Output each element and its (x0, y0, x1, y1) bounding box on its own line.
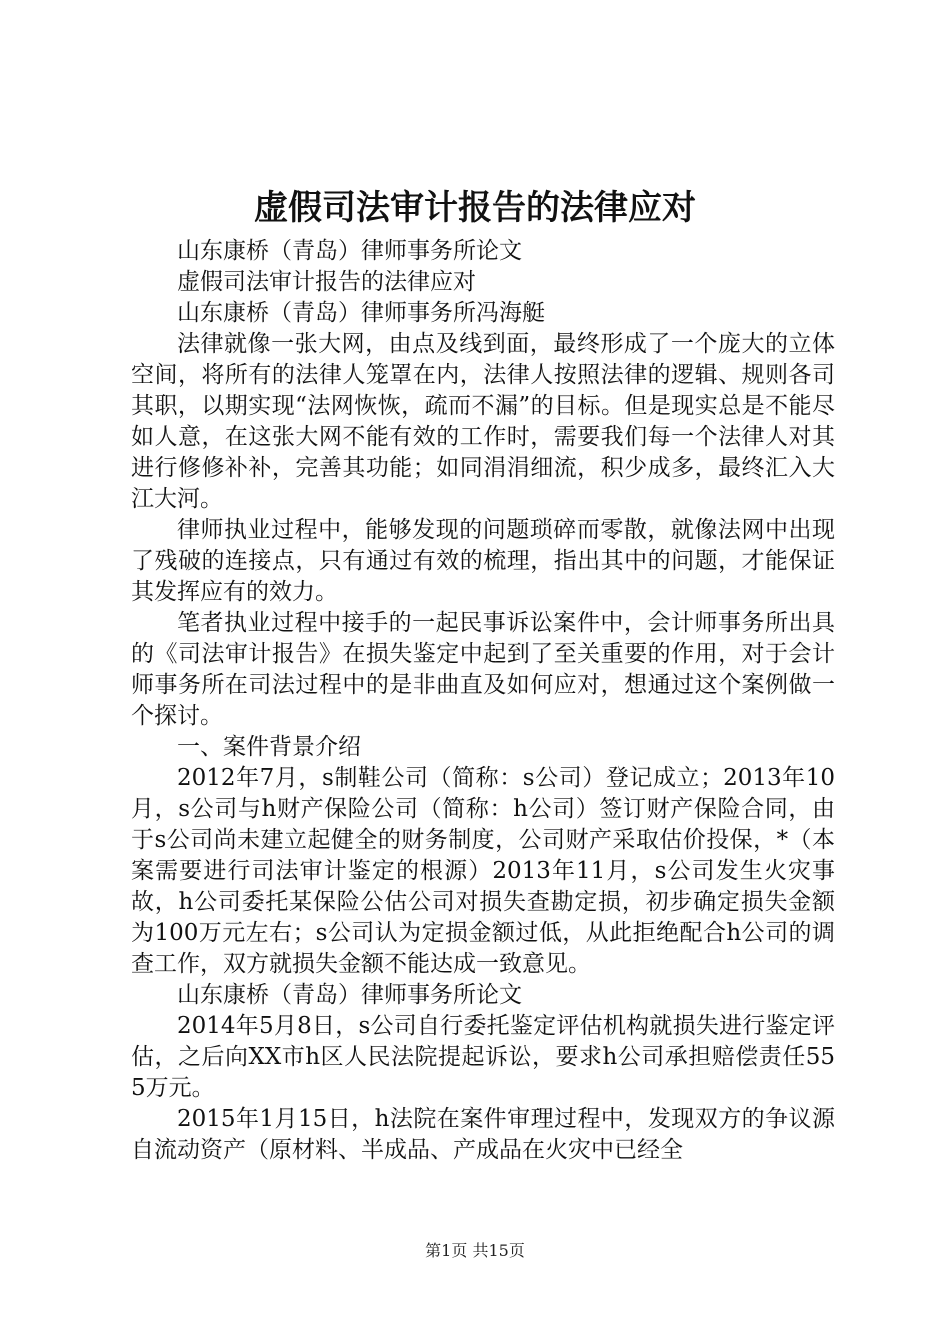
section-heading: 一、案件背景介绍 (177, 734, 361, 760)
page-number: 第1页 (425, 1241, 468, 1260)
paragraph: 2014年5月8日，s公司自行委托鉴定评估机构就损失进行鉴定评估，之后向XX市h区人民法院提起诉讼，要求h公司承担赔偿责任555万元。 (131, 1013, 835, 1101)
paragraph: 山东康桥（青岛）律师事务所论文 (177, 238, 522, 264)
paragraph: 律师执业过程中，能够发现的问题琐碎而零散，就像法网中出现了残破的连接点，只有通过有效的梳理，指出其中的问题，才能保证其发挥应有的效力。 (131, 517, 835, 605)
paragraph: 虚假司法审计报告的法律应对 (177, 269, 476, 295)
document-title: 虚假司法审计报告的法律应对 (254, 188, 696, 228)
page-footer (0, 1241, 950, 1261)
paragraph: 笔者执业过程中接手的一起民事诉讼案件中，会计师事务所出具的《司法审计报告》在损失鉴定中起到了至关重要的作用，对于会计师事务所在司法过程中的是非曲直及如何应对，想通过这个案例做一个探讨。 (131, 610, 835, 729)
paragraph: 山东康桥（青岛）律师事务所冯海艇 (177, 300, 545, 326)
paragraph: 2015年1月15日，h法院在案件审理过程中，发现双方的争议源自流动资产（原材料、半成品、产成品在火灾中已经全 (131, 1106, 835, 1163)
document-body (131, 236, 835, 1166)
paragraph: 2012年7月，s制鞋公司（简称：s公司）登记成立；2013年10月，s公司与h财产保险公司（简称：h公司）签订财产保险合同，由于s公司尚未建立起健全的财务制度，公司财产采取估价投保，*（本案需要进行司法审计鉴定的根源）2013年11月，s公司发生火灾事故，h公司委托某保险公估公司对损失查勘定损，初步确定损失金额为100万元左右；s公司认为定损金额过低，从此拒绝配合h公司的调查工作，双方就损失金额不能达成一致意见。 (131, 765, 835, 977)
paragraph: 法律就像一张大网，由点及线到面，最终形成了一个庞大的立体空间，将所有的法律人笼罩在内，法律人按照法律的逻辑、规则各司其职，以期实现“法网恢恢，疏而不漏”的目标。但是现实总是不能尽如人意，在这张大网不能有效的工作时，需要我们每一个法律人对其进行修修补补，完善其功能；如同涓涓细流，积少成多，最终汇入大江大河。 (131, 331, 835, 512)
page-total: 共15页 (472, 1241, 525, 1260)
paragraph: 山东康桥（青岛）律师事务所论文 (177, 982, 522, 1008)
